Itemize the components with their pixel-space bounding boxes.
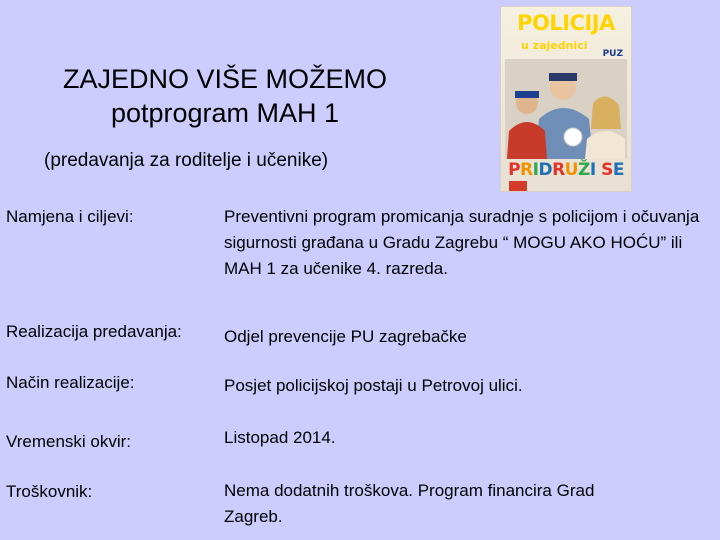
slogan-letter: D — [538, 160, 553, 180]
slogan-letter: P — [508, 160, 521, 180]
slogan-letter: R — [520, 160, 533, 180]
poster-badge: PUZ — [602, 49, 623, 59]
row-value: Nema dodatnih troškova. Program financira Grad Zagreb. — [224, 481, 595, 526]
police-poster-image — [500, 6, 632, 192]
slogan-letter: E — [612, 160, 624, 180]
subtitle: (predavanja za roditelje i učenike) — [44, 150, 329, 171]
poster-slogan — [501, 160, 631, 180]
main-title: ZAJEDNO VIŠE MOŽEMO — [62, 64, 388, 94]
row-value: Listopad 2014. — [224, 428, 336, 447]
poster-logo-icon — [509, 181, 527, 191]
slogan-letter: I — [589, 160, 596, 180]
slogan-letter: S — [601, 160, 613, 180]
row-label: Namjena i ciljevi: — [6, 207, 134, 226]
poster-subtitle: u zajednici — [521, 39, 588, 52]
row-value: Posjet policijskoj postaji u Petrovoj ulici. — [224, 376, 523, 395]
row-value: Odjel prevencije PU zagrebačke — [224, 327, 467, 346]
title-block — [20, 62, 430, 130]
row-label: Troškovnik: — [6, 482, 93, 501]
row-label: Realizacija predavanja: — [6, 322, 182, 341]
row-value: Preventivni program promicanja suradnje s policijom i očuvanja sigurnosti građana u Gradu Zagrebu “ MOGU AKO HOĆU” ili MAH 1 za učenike 4. razreda. — [224, 207, 700, 278]
program-title: potprogram MAH 1 — [110, 98, 340, 128]
slogan-letter: R — [552, 160, 565, 180]
row-label: Način realizacije: — [6, 373, 135, 392]
slogan-letter: U — [564, 160, 578, 180]
poster-photo-illustration — [505, 59, 627, 159]
slogan-letter: I — [532, 160, 539, 180]
row-label: Vremenski okvir: — [6, 432, 132, 451]
slogan-letter: Ž — [577, 160, 590, 180]
poster-title: POLICIJA — [517, 11, 615, 35]
